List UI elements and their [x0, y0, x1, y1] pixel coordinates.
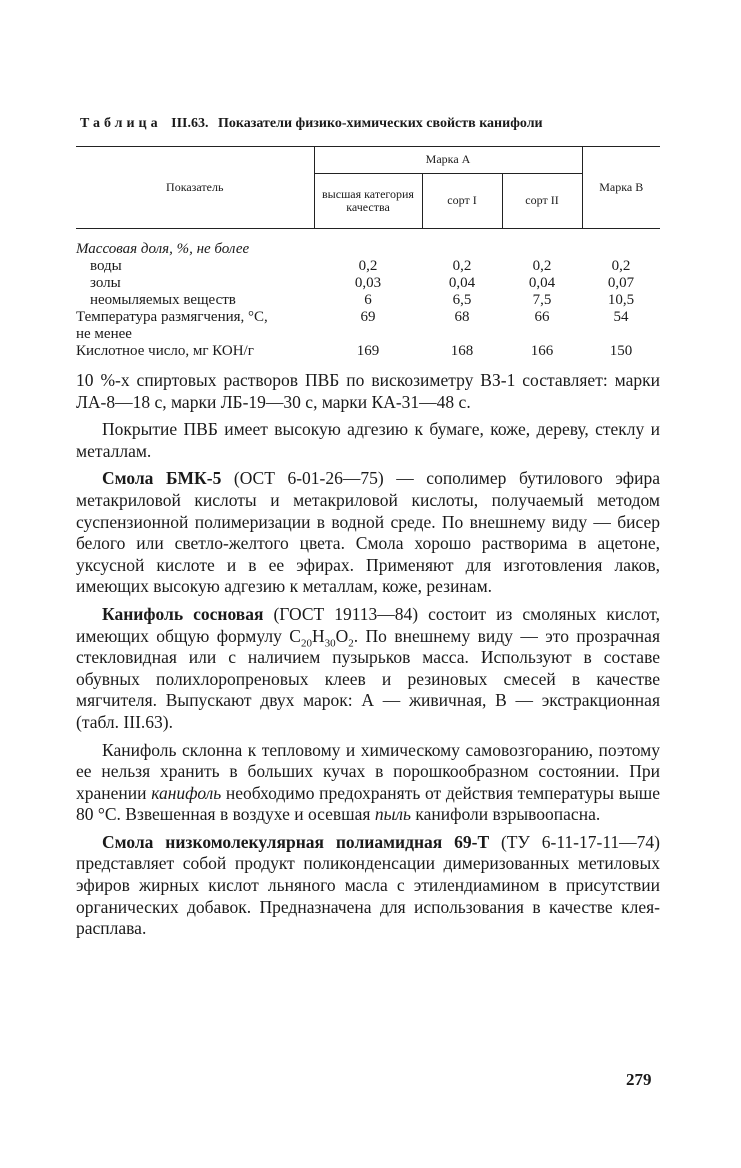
cell-value	[502, 229, 582, 259]
paragraph-polyamide	[76, 832, 660, 940]
page-number: 279	[626, 1070, 652, 1089]
term-rosin: Канифоль сосновая	[102, 603, 264, 624]
cell-value	[314, 229, 422, 259]
table-row	[76, 275, 660, 292]
paragraph-text: 10 %-х спиртовых растворов ПВБ по вискозиметру ВЗ-1 составляет: марки ЛА-8—18 с, марки ЛБ-19—30 с, марки КА-31—48 с.	[76, 370, 660, 412]
row-label: золы	[90, 275, 121, 291]
table-caption-number: III.63.	[171, 116, 209, 131]
cell-value: 6	[364, 292, 372, 308]
cell-value: 0,2	[358, 258, 378, 274]
row-label: неомыляемых веществ	[90, 292, 236, 308]
term-polyamide: Смола низкомолекулярная полиамидная 69-Т	[102, 831, 490, 852]
cell-value	[422, 229, 502, 259]
cell-value: 6,5	[452, 292, 472, 308]
cell-value: 66	[534, 309, 550, 325]
paragraph-text: Покрытие ПВБ имеет высокую адгезию к бумаге, коже, дереву, стеклу и металлам.	[76, 419, 660, 461]
paragraph-text: (ОСТ 6-01-26—75) — сополимер бутилового эфира метакриловой кислоты и метакриловой кислоты, получаемый методом суспензионной полимеризации в водной среде. По внешнему виду — бисер белого или светло-желтого цвета. Смола хорошо растворима в ацетоне, уксусной кислоте и в ее эфирах. Применяют для изготовления лаков, имеющих высокую адгезию к металлам, коже, резинам.	[76, 468, 660, 597]
cell-value: 10,5	[607, 292, 635, 308]
paragraph-pvb-viscosity	[76, 370, 660, 413]
table-caption	[80, 116, 680, 132]
row-label: Массовая доля, %, не более	[76, 241, 250, 257]
table-row	[76, 343, 660, 360]
table-row	[76, 229, 660, 259]
cell-value: 7,5	[532, 292, 552, 308]
paragraph-bmk5	[76, 468, 660, 598]
cell-value	[582, 229, 660, 259]
cell-value: 150	[609, 343, 633, 359]
header-grade-1: сорт I	[422, 174, 502, 229]
cell-value: 0,03	[354, 275, 382, 291]
header-indicator: Показатель	[76, 147, 314, 229]
emphasis-text: канифоль	[151, 782, 222, 803]
cell-value: 169	[356, 343, 380, 359]
formula-subscript: 30	[324, 637, 336, 650]
formula-text: H	[311, 625, 325, 646]
cell-value: 0,2	[452, 258, 472, 274]
paragraph-text: (ТУ 6-11-17-11—74) представляет собой продукт поликонденсации димеризованных метиловых эфиров жирных кислот льняного масла с этилендиамином в присутствии органических добавок. Предназначена для использования в качестве клея-расплава.	[76, 831, 661, 939]
header-mark-a: Марка А	[314, 147, 582, 174]
body-text	[76, 370, 660, 946]
header-premium: высшая категория качества	[314, 174, 422, 229]
paragraph-pvb-adhesion	[76, 419, 660, 462]
paragraph-text: канифоли взрывоопасна.	[411, 804, 601, 825]
table-row	[76, 258, 660, 275]
cell-value: 0,2	[611, 258, 631, 274]
header-mark-b: Марка В	[582, 147, 660, 229]
row-label: Температура размягчения, °С, не менее	[76, 309, 268, 342]
paragraph-text: (ГОСТ 19113—84) состоит из смоляных кислот, имеющих общую формулу C	[76, 603, 660, 646]
table-row	[76, 292, 660, 309]
properties-table	[76, 146, 660, 360]
emphasis-text: пыль	[374, 804, 412, 825]
term-bmk5: Смола БМК-5	[102, 468, 222, 489]
header-grade-2: сорт II	[502, 174, 582, 229]
paragraph-rosin-safety	[76, 740, 660, 826]
cell-value: 0,04	[448, 275, 476, 291]
cell-value: 69	[360, 309, 376, 325]
row-label: Кислотное число, мг КОН/г	[76, 343, 254, 359]
cell-value: 68	[454, 309, 470, 325]
formula-subscript: 2	[348, 637, 354, 650]
cell-value: 166	[530, 343, 554, 359]
cell-value: 168	[450, 343, 474, 359]
paragraph-text: необходимо предохранять от действия температуры выше 80 °С. Взвешенная в воздухе и осевшая	[76, 782, 660, 825]
table-row	[76, 309, 660, 343]
cell-value: 0,07	[607, 275, 635, 291]
formula-subscript: 20	[300, 637, 312, 650]
row-label: воды	[90, 258, 122, 274]
paragraph-rosin	[76, 604, 660, 734]
cell-value: 54	[613, 309, 629, 325]
table-caption-label: Таблица	[80, 116, 162, 131]
cell-value: 0,04	[528, 275, 556, 291]
formula-text: O	[335, 625, 349, 646]
cell-value: 0,2	[532, 258, 552, 274]
table-caption-title: Показатели физико-химических свойств канифоли	[218, 116, 543, 131]
paragraph-text: Канифоль склонна к тепловому и химическому самовозгоранию, поэтому ее нельзя хранить в больших кучах в порошкообразном состоянии. При хранении	[76, 739, 660, 803]
paragraph-text: . По внешнему виду — это прозрачная стекловидная или с наличием пузырьков масса. Используют в составе обувных полихлоропреновых клеев и резиновых смесей в качестве мягчителя. Выпускают двух марок: А — живичная, В — экстракционная (табл. III.63).	[76, 625, 660, 732]
